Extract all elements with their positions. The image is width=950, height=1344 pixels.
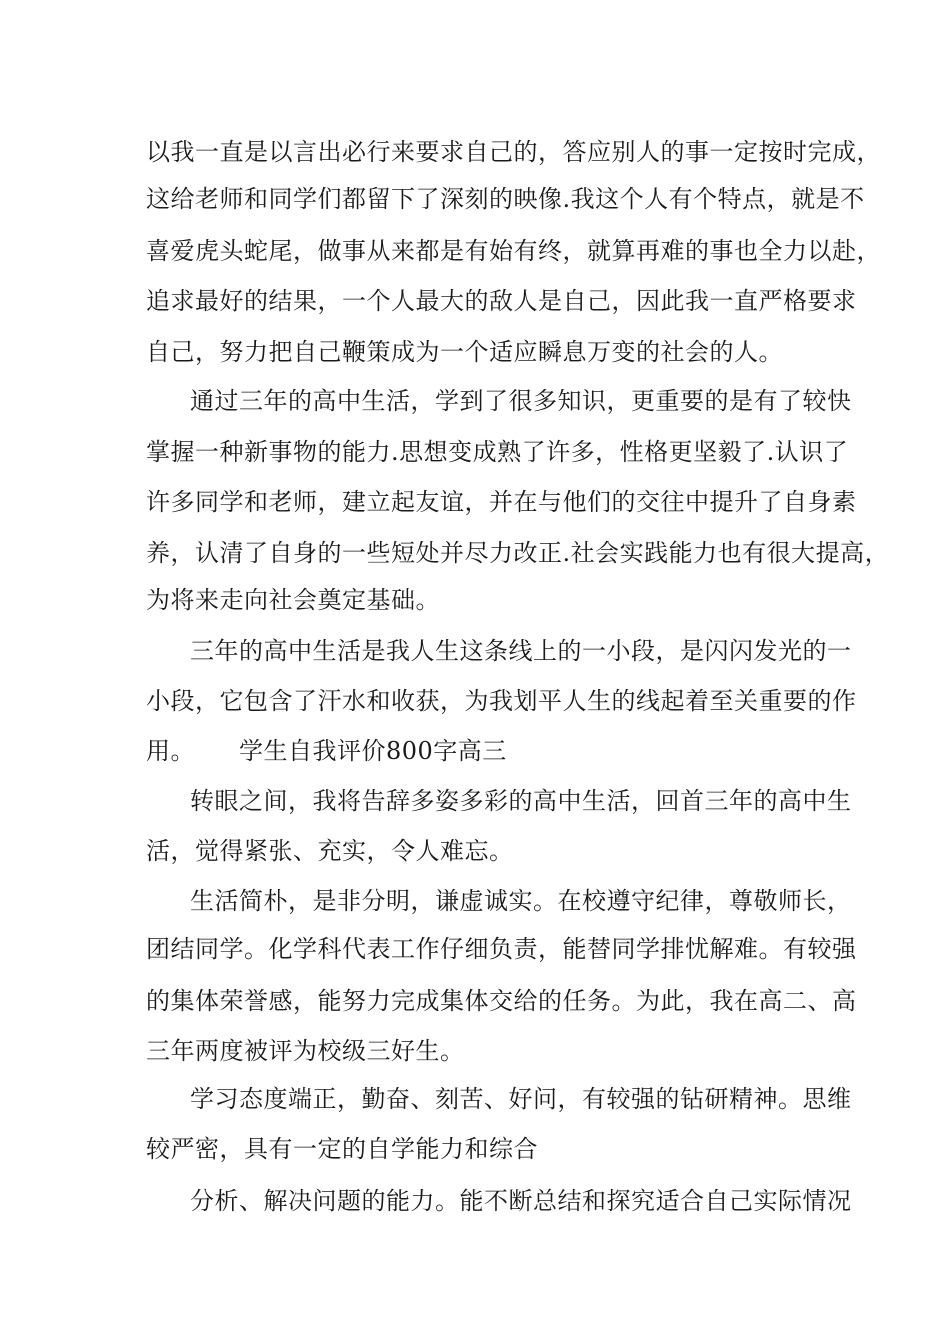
text-line: 追求最好的结果，一个人最大的敌人是自己，因此我一直严格要求 [146,287,857,315]
text-line: 养，认清了自身的一些短处并尽力改正.社会实践能力也有很大提高， [146,539,890,567]
paragraph-first-line: 三年的高中生活是我人生这条线上的一小段，是闪闪发光的一 [190,637,852,665]
text-line: 掌握一种新事物的能力.思想变成熟了许多，性格更坚毅了.认识了 [146,438,849,466]
text-line: 小段，它包含了汗水和收获，为我划平人生的线起着至关重要的作 [146,687,857,715]
text-line: 团结同学。化学科代表工作仔细负责，能替同学排忧解难。有较强 [146,935,857,963]
text-line: 较严密，具有一定的自学能力和综合 [146,1135,538,1163]
text-line: 以我一直是以言出必行来要求自己的，答应别人的事一定按时完成， [146,138,881,166]
paragraph-first-line: 通过三年的高中生活，学到了很多知识，更重要的是有了较快 [190,387,852,415]
text-line: 的集体荣誉感，能努力完成集体交给的任务。为此，我在高二、高 [146,987,857,1015]
text-line: 自己，努力把自己鞭策成为一个适应瞬息万变的社会的人。 [146,338,783,366]
text-line: 许多同学和老师，建立起友谊，并在与他们的交往中提升了自身素 [146,488,857,516]
text-line-with-heading [146,736,846,766]
paragraph-first-line: 分析、解决问题的能力。能不断总结和探究适合自己实际情况 [190,1187,852,1215]
text-line: 喜爱虎头蛇尾，做事从来都是有始有终，就算再难的事也全力以赴， [146,237,881,265]
text-line: 活，觉得紧张、充实，令人难忘。 [146,837,514,865]
paragraph-first-line: 学习态度端正，勤奋、刻苦、好问，有较强的钻研精神。思维 [190,1085,852,1113]
paragraph-first-line: 生活简朴，是非分明，谦虚诚实。在校遵守纪律，尊敬师长， [190,887,852,915]
text-line: 为将来走向社会奠定基础。 [146,586,440,614]
inline-heading: 学生自我评价800字高三 [239,737,507,765]
text-line: 这给老师和同学们都留下了深刻的映像.我这个人有个特点，就是不 [146,185,865,213]
text-line: 三年两度被评为校级三好生。 [146,1037,465,1065]
text-fragment: 用。 [146,737,195,765]
paragraph-first-line: 转眼之间，我将告辞多姿多彩的高中生活，回首三年的高中生 [190,787,852,815]
